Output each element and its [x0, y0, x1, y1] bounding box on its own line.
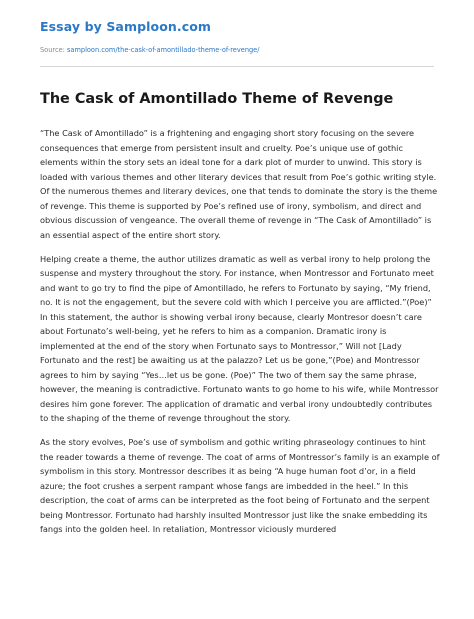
brand-title[interactable]: Essay by Samploon.com [40, 19, 212, 34]
source-line [40, 46, 259, 54]
paragraph: As the story evolves, Poe’s use of symbolism and gothic writing phraseology continues to hint the reader towards a theme of revenge. The coat of arms of Montressor’s family is an example of symbolism in this story. Montressor describes it as being “A huge human foot d’or, in a field azure; the foot crushes a serpent rampant whose fangs are imbedded in the heel.” In this description, the coat of arms can be interpreted as the foot being of Fortunato and the serpent being Montressor. Fortunato had harshly insulted Montressor just like the snake embedding its fangs into the golden heel. In retaliation, Montressor viciously murdered [40, 437, 440, 534]
source-link[interactable]: samploon.com/the-cask-of-amontillado-theme-of-revenge/ [66, 46, 260, 54]
essay-body [40, 126, 440, 546]
source-label: Source: [40, 46, 65, 54]
header-divider [40, 66, 434, 67]
paragraph: “The Cask of Amontillado” is a frightening and engaging short story focusing on the severe consequences that emerge from persistent insult and cruelty. Poe’s unique use of gothic elements within the story sets an ideal tone for a dark plot of murder to unwind. This story is loaded with various themes and other literary devices that result from Poe’s gothic writing style. Of the numerous themes and literary devices, one that tends to dominate the story is the theme of revenge. This theme is supported by Poe’s refined use of irony, symbolism, and direct and obvious discussion of vengeance. The overall theme of revenge in “The Cask of Amontillado” is an essential aspect of the entire short story. [40, 128, 438, 240]
bottom-fade [0, 579, 474, 619]
essay-title: The Cask of Amontillado Theme of Revenge [40, 91, 394, 107]
paragraph: Helping create a theme, the author utilizes dramatic as well as verbal irony to help prolong the suspense and mystery throughout the story. For instance, when Montressor and Fortunato meet and want to go try to find the pipe of Amontillado, he refers to Fortunato by saying, “My friend, no. It is not the engagement, but the severe cold with which I perceive you are afflicted.”(Poe)” In this statement, the author is showing verbal irony because, clearly Montresor doesn’t care about Fortunato’s well-being, yet he refers to him as a companion. Dramatic irony is implemented at the end of the story when Fortunato says to Montressor,” Will not [Lady Fortunato and the rest] be awaiting us at the palazzo? Let us be gone,”(Poe) and Montressor agrees to him by saying “Yes…let us be gone. (Poe)” The two of them say the same phrase, however, the meaning is contradictive. Fortunato wants to go home to his wife, while Montressor desires him gone forever. The application of dramatic and verbal irony undoubtedly contributes to the shaping of the theme of revenge throughout the story. [40, 253, 439, 423]
